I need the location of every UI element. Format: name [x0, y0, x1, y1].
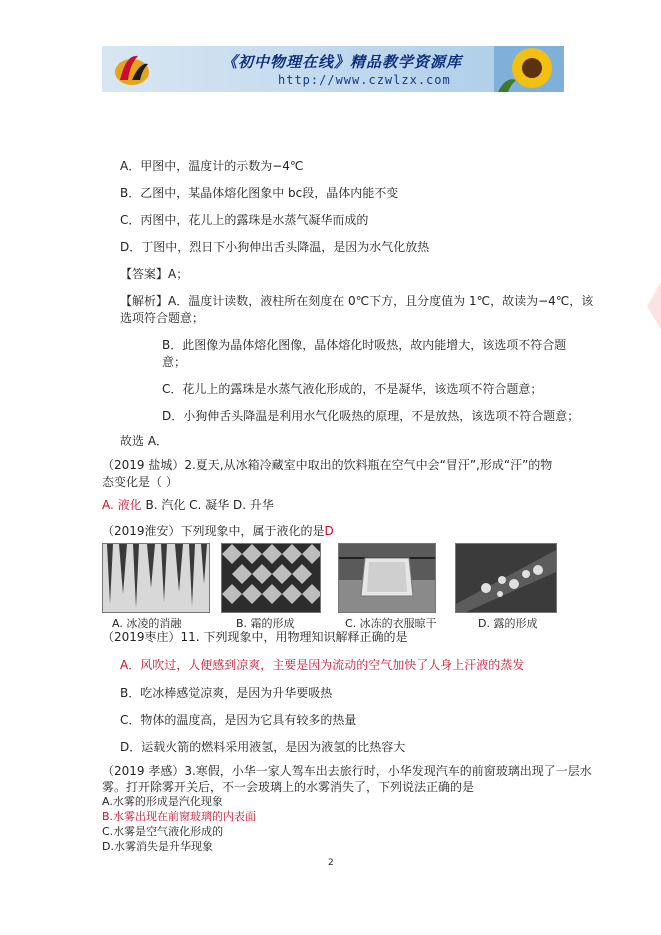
header-banner [102, 46, 564, 92]
q4-option-b: B．吃冰棒感觉凉爽，是因为升华要吸热 [120, 686, 333, 700]
caption-c: C. 冰冻的衣服晾干 [345, 617, 437, 630]
caption-d: D. 露的形成 [478, 617, 538, 630]
logo-icon [112, 50, 152, 88]
photo-frost-formation [221, 543, 321, 613]
q1-answer: 【答案】A； [120, 267, 189, 281]
q5-option-b: B.水雾出现在前窗玻璃的内表面 [102, 810, 257, 823]
q4-option-a: A．风吹过，人便感到凉爽，主要是因为流动的空气加快了人身上汗液的蒸发 [120, 658, 525, 672]
q1-option-a: A．甲图中，温度计的示数为−4℃ [120, 159, 304, 173]
q4-option-d: D．运载火箭的燃料采用液氢，是因为液氢的比热容大 [120, 740, 406, 754]
q1-analysis-c: C．花儿上的露珠是水蒸气液化形成的，不是凝华，该选项不符合题意； [162, 382, 543, 396]
edge-watermark [647, 282, 661, 330]
photo-icicle-melting [102, 543, 210, 613]
photo-dew-formation [455, 543, 557, 613]
q3-stem [102, 523, 334, 539]
q3-answer: D [324, 524, 334, 538]
dew-drops-icon [456, 544, 556, 612]
q2-answer-option: A. 液化 [102, 498, 142, 512]
q1-option-d: D．丁图中，烈日下小狗伸出舌头降温，是因为水气化放热 [120, 240, 430, 254]
q1-analysis-d: D．小狗伸舌头降温是利用水气化吸热的原理，不是放热，该选项不符合题意； [162, 409, 580, 423]
q5-option-d: D.水雾消失是升华现象 [102, 840, 213, 853]
q1-conclusion: 故选 A． [120, 434, 169, 448]
q5-option-a: A.水雾的形成是汽化现象 [102, 795, 223, 808]
q1-option-b: B．乙图中，某晶体熔化图象中 bc段，晶体内能不变 [120, 186, 399, 200]
q4-stem: （2019枣庄）11. 下列现象中，用物理知识解释正确的是 [102, 630, 408, 644]
q3-stem-text: （2019淮安）下列现象中，属于液化的是 [102, 524, 325, 538]
q1-option-c: C．丙图中，花儿上的露珠是水蒸气凝华而成的 [120, 213, 369, 227]
q1-analysis-b-line2: 意； [162, 355, 187, 369]
q5-stem-line1: （2019 孝感）3.寒假，小华一家人驾车出去旅行时，小华发现汽车的前窗玻璃出现了一层水 [102, 764, 592, 778]
photo-frozen-clothes [338, 543, 436, 613]
frozen-clothes-icon [339, 544, 435, 612]
q5-stem-line2: 雾。打开除雾开关后，不一会玻璃上的水雾消失了，下列说法正确的是 [102, 780, 475, 794]
banner-title: 《初中物理在线》精品教学资源库 [222, 53, 463, 71]
page-number: 2 [328, 858, 334, 868]
q5-option-c: C.水雾是空气液化形成的 [102, 825, 224, 838]
banner-url: http://www.czwlzx.com [278, 73, 451, 87]
q4-option-c: C．物体的温度高，是因为它具有较多的热量 [120, 713, 357, 727]
q1-analysis-a-line1: 【解析】A．温度计读数，液柱所在刻度在 0℃下方，且分度值为 1℃，故读为−4℃，该 [120, 294, 594, 308]
frost-grid-icon [222, 544, 320, 612]
caption-b: B. 霜的形成 [236, 617, 295, 630]
q1-analysis-a-line2: 选项符合题意； [120, 311, 205, 325]
q2-stem-line1: （2019 盐城）2.夏天,从冰箱冷藏室中取出的饮料瓶在空气中会“冒汗”,形成“汗”的物 [102, 458, 553, 472]
q2-stem-line2: 态变化是（ ） [102, 475, 178, 489]
q2-other-options: B. 汽化 C. 凝华 D. 升华 [141, 498, 274, 512]
q1-analysis-b-line1: B．此图像为晶体熔化图像，晶体熔化时吸热，故内能增大，该选项不符合题 [162, 338, 567, 352]
sunflower-icon [494, 46, 564, 92]
q2-options [102, 497, 274, 513]
caption-a: A. 冰凌的消融 [112, 617, 182, 630]
icicle-icon [103, 544, 209, 612]
